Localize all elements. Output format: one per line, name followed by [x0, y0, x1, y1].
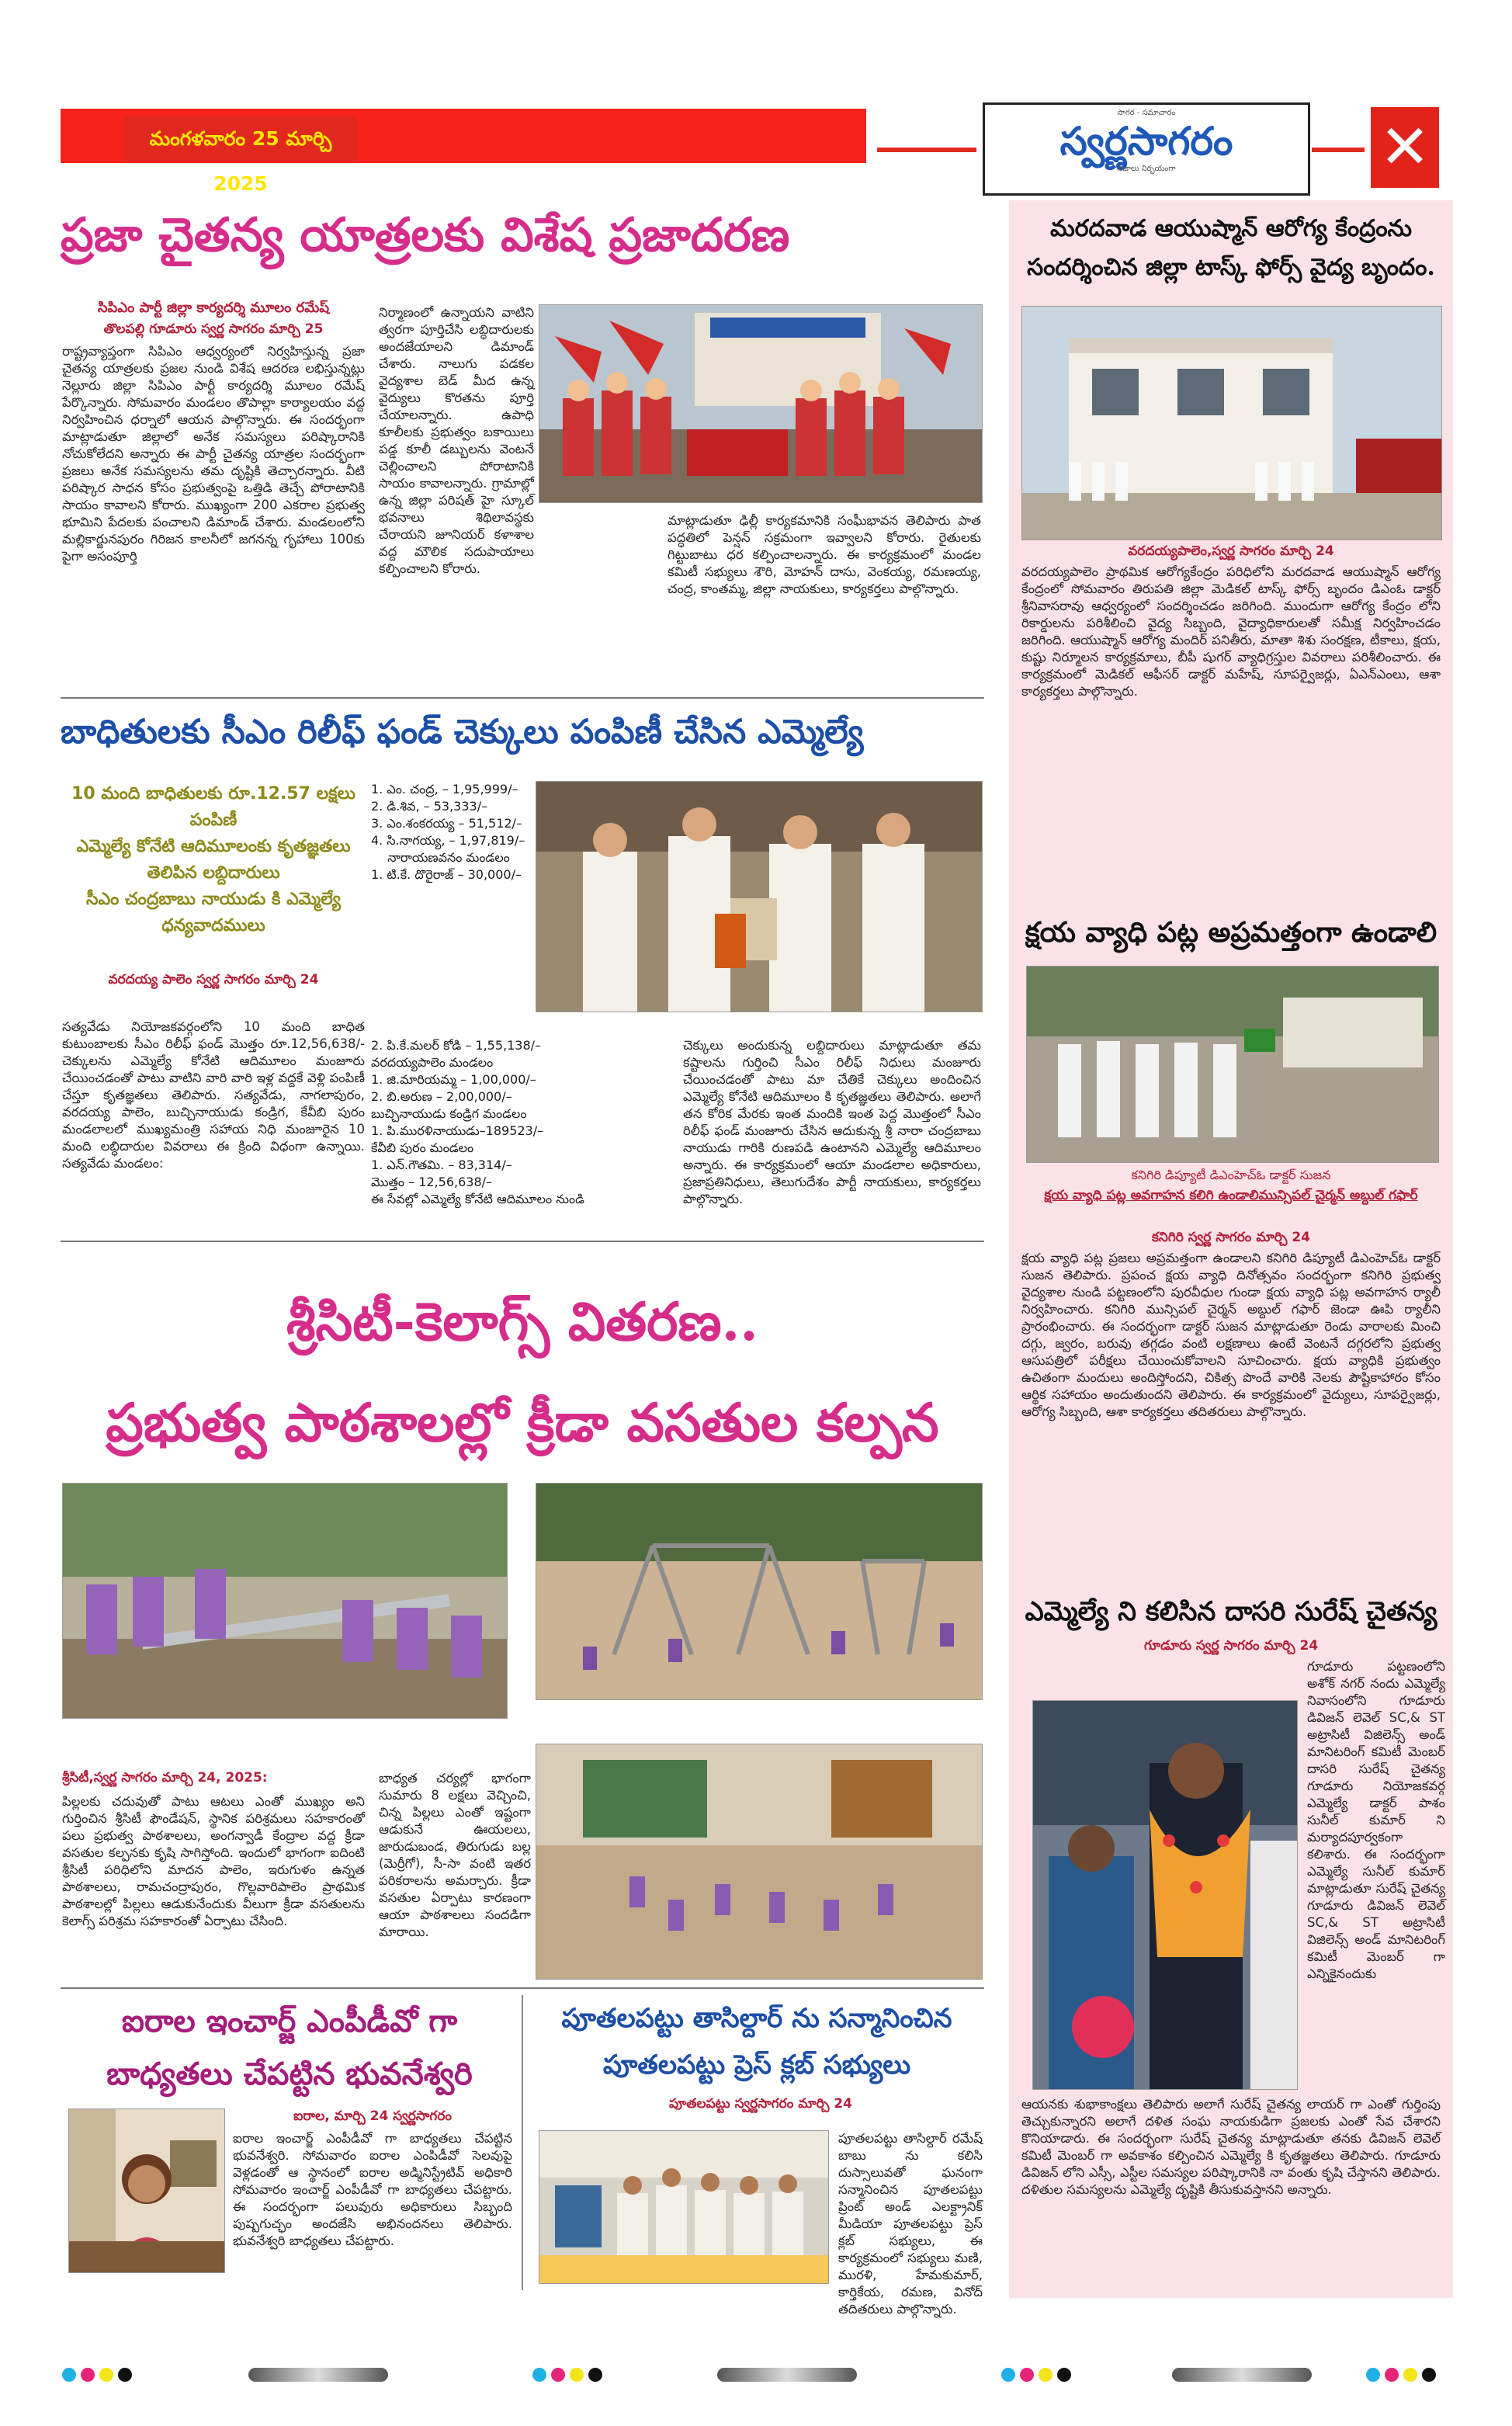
story4-body: ఐరాల ఇంచార్జ్ ఎంపీడీవో గా బాధ్యతలు చేపట్టిన భువనేశ్వరి. సోమవారం ఐరాల ఎంపిడీవో సెలవుపై వెళ్లడంతో ఆ స్థానంలో ఐరాల అడ్మినిస్ట్రేటివ్ అధికారి సోమవారం ఇంచార్జ్ ఎంపీడీవో గా బాధ్యతలు చేపట్టారు. ఈ సందర్భంగా పలువురు అధికారులు సిబ్బంది పుష్పగుచ్ఛం అందజేసి అభినందనలు తెలిపారు. భువనేశ్వరి బాధ్యతలు చేపట్టారు.	[233, 2131, 512, 2248]
section-divider	[61, 1987, 984, 1989]
story3-col2: బాధ్యత చర్యల్లో భాగంగా సుమారు 8 లక్షలు వెచ్చించి, చిన్న పిల్లలు ఎంతో ఇష్టంగా ఆడుకునే ఊయలలు, జారుడుబండ, తిరుగుడు బల్ల (మెర్రీగో), సీ-సా వంటి ఇతర పరికరాలను అమర్చారు. క్రీడా వసతుల ఏర్పాటు కారణంగా ఆయా పాఠశాలలు సందడిగా మారాయి.	[379, 1771, 531, 1939]
sidebar-story3-headline: ఎమ్మెల్యే ని కలిసిన దాసరి సురేష్ చైతన్య	[1025, 1596, 1437, 1627]
list-item: 2. బి.అరుణ – 2,00,000/–	[371, 1089, 512, 1104]
story5-headline: పూతలపట్టు తాసిల్దార్ ను సన్మానించిన పూతలపట్టు ప్రెస్ క్లబ్ సభ్యులు	[561, 2003, 952, 2081]
story2-col1: సత్యవేడు నియోజకవర్గంలోని 10 మంది బాధిత కుటుంబాలకు సీఎం రిలీఫ్ ఫండ్ మొత్తం రూ.12,56,638/- చెక్కులను ఎమ్మెల్యే కోనేటి ఆదిమూలం మంజూరు చేయించడంతో పాటు వాటిని వారి వారి ఇళ్ల వద్దకే వెళ్లి పంపిణీ చేస్తూ కృతజ్ఞతలు తెలిపారు. సత్యవేడు, నాగలాపురం, వరదయ్య పాలెం, బుచ్చినాయుడు కండ్రిగ, కేవీబి పురం మండలాలలో ముఖ్యమంత్రి సహాయ నిధి మంజూరైన 10 మంది లబ్ధిదారుల వివరాలు ఈ క్రింది విధంగా ఉన్నాయి. సత్యవేడు మండలం:	[62, 1019, 365, 1171]
sidebar-story1-photo	[1021, 306, 1442, 540]
print-color-marks	[532, 2368, 607, 2385]
sidebar-story3-byline: గూడూరు స్వర్ణ సాగరం మార్చి 24	[1143, 1638, 1319, 1654]
logo-name: స్వర్ణసాగరం	[1059, 118, 1233, 164]
story2-headline: బాధితులకు సీఎం రిలీఫ్ ఫండ్ చెక్కులు పంపిణీ చేసిన ఎమ్మెల్యే	[61, 713, 864, 751]
list-item: ఈ సేవల్లో ఎమ్మెల్యే కోనేటి ఆదిమూలం నుండి	[371, 1192, 584, 1206]
sidebar-story2-photo	[1026, 966, 1439, 1163]
list-item: 2. డి.శివ, – 53,333/–	[371, 799, 488, 814]
list-item: 4. సి.నాగయ్య, – 1,97,819/–	[371, 833, 525, 848]
story3-photo-2	[536, 1483, 983, 1700]
list-item: 3. ఎం.శంకరయ్య – 51,512/–	[371, 816, 522, 831]
print-gray-bar	[717, 2368, 857, 2385]
story1-headline: ప్రజా చైతన్య యాత్రలకు విశేష ప్రజాదరణ	[61, 208, 790, 262]
section-divider	[61, 1241, 984, 1242]
story2-byline: వరదయ్య పాలెం స్వర్ణ సాగరం మార్చి 24	[108, 972, 319, 987]
story2-highlights	[62, 781, 365, 939]
sidebar-story1-body: వరదయ్యపాలెం ప్రాథమిక ఆరోగ్యకేంద్రం పరిధిలోని మరదవాడ ఆయుష్మాన్ ఆరోగ్య కేంద్రంలో సోమవారం తిరుపతి జిల్లా మెడికల్ టాస్క్ ఫోర్స్ బృందం డిఎంఓ డాక్టర్ శ్రీనివాసరావు ఆధ్వర్యంలో సందర్శించడం జరిగింది. ముందుగా ఆరోగ్య కేంద్రం లోని రికార్డులను పరిశీలించి వైద్య సిబ్బంది, వైద్యాధికారులతో సమీక్ష నిర్వహించడం జరిగింది. ఆయుష్మాన్ ఆరోగ్య మందిర్ పనితీరు, మాతా శిశు సంరక్షణ, టీకాలు, క్షయ, కుష్టు నిర్మూలన కార్యక్రమాలు, బీపీ షుగర్ వ్యాధిగ్రస్తుల వివరాలు పరిశీలించారు. ఈ కార్యక్రమంలో మెడికల్ ఆఫీసర్ డాక్టర్ మహేష్, సూపర్వైజర్లు, ఏఎన్ఎంలు, ఆశా కార్యకర్తలు పాల్గొన్నారు.	[1021, 564, 1441, 699]
print-color-marks	[1001, 2368, 1076, 2385]
story1-subhead: సిపిఎం పార్టీ జిల్లా కార్యదర్శి మూలం రమేష్	[97, 300, 330, 316]
close-icon[interactable]: ✕	[1371, 107, 1439, 188]
list-item: వరదయ్యపాలెం మండలం	[371, 1055, 494, 1070]
story5-photo	[539, 2130, 829, 2284]
list-item: 1. ఎన్.గౌతమి. – 83,314/–	[371, 1157, 512, 1172]
story2-photo	[536, 781, 983, 1012]
story3-photo-3	[536, 1744, 983, 1980]
issue-date: మంగళవారం 25 మార్చి 2025	[124, 116, 357, 161]
sidebar-story1-byline: వరదయ్యపాలెం,స్వర్ణ సాగరం మార్చి 24	[1128, 543, 1334, 559]
story4-photo	[68, 2108, 225, 2273]
section-divider	[61, 697, 984, 699]
story3-photo-1	[62, 1483, 508, 1719]
sidebar-story2-caption: కనిగిరి డిప్యూటీ డిఎంహెచ్ఓ డాక్టర్ సుజన	[1131, 1168, 1331, 1182]
print-gray-bar	[248, 2368, 388, 2385]
story1-photo	[539, 304, 983, 503]
list-item: మొత్తం – 12,56,638/–	[371, 1175, 493, 1189]
header-rule-right	[1312, 148, 1365, 152]
print-gray-bar	[1172, 2368, 1312, 2385]
story3-headline-line1: శ్రీసిటీ-కెలాగ్స్ వితరణ..	[286, 1291, 758, 1353]
list-item: 1. పి.మురళినాయుడు–189523/–	[371, 1123, 544, 1138]
story5-body: పూతలపట్టు తాసిల్దార్ రమేష్ బాబు ను కలిసి దుస్సాలువతో ఘనంగా సన్మానించిన పూతలపట్టు ప్రింట్ అండ్ ఎలక్ట్రానిక్ మీడియా పూతలపట్టు ప్రెస్ క్లబ్ సభ్యులు, ఈ కార్యక్రమంలో సభ్యులు మణి, మురళి, హేమకుమార్, కార్తికేయ, రమణ, వినోద్ తదితరులు పాల్గొన్నారు.	[838, 2131, 983, 2317]
story2-col3: చెక్కులు అందుకున్న లబ్దిదారులు మాట్లాడుతూ తమ కష్టాలను గుర్తించి సీఎం రిలీఫ్ నిధులు మంజూరు చేయించడంతో పాటు మా చేతికే చెక్కులు అందించిన ఎమ్మెల్యే కోనేటి ఆదిమూలం కి కృతజ్ఞతలు తెలిపారు. అలాగే తన కోరిక మేరకు ఇంత మందికి ఇంత పెద్ద మొత్తంలో సీఎం రిలీఫ్ ఫండ్ మంజూరు చేసిన ఆదుకున్న శ్రీ నారా చంద్రబాబు నాయుడు గారికి రుణపడి ఉంటానని ఎమ్మెల్యే ఆదిమూలం అన్నారు. ఈ కార్యక్రమంలో ఆయా మండలాల అధికారులు, ప్రజాప్రతినిధులు, తెలుగుదేశం పార్టీ నాయకులు, కార్యకర్తలు పాల్గొన్నారు.	[683, 1038, 981, 1206]
sidebar-story2-sub: క్షయ వ్యాధి పట్ల అవగాహన కలిగి ఉండాలిమున్సిపల్ చైర్మన్ అబ్దుల్ గఫార్	[1044, 1188, 1418, 1203]
story1-col1: రాష్ట్రవ్యాప్తంగా సిపిఎం ఆధ్వర్యంలో నిర్వహిస్తున్న ప్రజా చైతన్య యాత్రలకు ప్రజల నుండి విశేష ఆదరణ లభిస్తున్నట్లు నెల్లూరు జిల్లా సిపిఎం పార్టీ కార్యదర్శి మూలం రమేష్ పేర్కొన్నారు. సోమవారం మండలం తొపాల్లా కార్యాలయం వద్ద నిర్వహించిన ధర్నాలో ఆయన పాల్గొన్నారు. ఈ సందర్భంగా మాట్లాడుతూ జిల్లాలో అనేక సమస్యలు పరిష్కారానికి నోచుకోలేదని అన్నారు ఈ పార్టీ చైతన్య యాత్రల సందర్భంగా ప్రజలు అనేక సమస్యలను తమ దృష్టికి తెచ్చారన్నారు. వీటి పరిష్కార సాధన కోసం ప్రభుత్వంపై ఒత్తిడి తెచ్చే పోరాటానికి సాయం కావాలని కోరారు. ముఖ్యంగా 200 ఎకరాల ప్రభుత్వ భూమిని పేదలకు పంచాలని డిమాండ్ చేశారు. మండలంలోని మల్లికార్జునపురం గిరిజన కాలనీలో జగనన్న గృహాలు 100కు పైగా అసంపూర్తి	[62, 344, 365, 564]
highlight-3: సీఎం చంద్రబాబు నాయుడు కి ఎమ్మెల్యే ధన్యవాదములు	[86, 890, 341, 935]
sidebar-story3-col: గూడూరు పట్టణంలోని అశోక్ నగర్ నందు ఎమ్మెల్యే నివాసంలోని గూడూరు డివిజన్ లెవెల్ SC,& ST అట్రాసిటీ విజిలెన్స్ అండ్ మానిటరింగ్ కమిటీ మెంబర్ దాసరి సురేష్ చైతన్య గూడూరు నియోజకవర్గ ఎమ్మెల్యే డాక్టర్ పాశం సునీల్ కుమార్ ని మర్యాదపూర్వకంగా కలిశారు. ఈ సందర్భంగా ఎమ్మెల్యే సునీల్ కుమార్ మాట్లాడుతూ సురేష్ చైతన్య గూడూరు డివిజన్ లెవెల్ SC,& ST అట్రాసిటీ విజిలెన్స్ అండ్ మానిటరింగ్ కమిటీ మెంబర్ గా ఎన్నికైనందుకు	[1307, 1659, 1445, 1981]
header-rule-left	[877, 148, 976, 152]
sidebar-story2-headline: క్షయ వ్యాధి పట్ల అప్రమత్తంగా ఉండాలి	[1025, 916, 1437, 949]
story3-headline	[61, 1279, 984, 1466]
story1-byline: తొలపల్లి గూడూరు స్వర్ణ సాగరం మార్చి 25	[103, 321, 324, 337]
story2-list	[371, 781, 526, 883]
story3-headline-line2: ప్రభుత్వ పాఠశాలల్లో క్రీడా వసతుల కల్పన	[106, 1392, 939, 1454]
list-item: 1. జి.మారియమ్మ – 1,00,000/–	[371, 1072, 536, 1087]
sidebar-story3-photo	[1032, 1700, 1298, 2090]
sidebar-story1-headline: మరదవాడ ఆయుష్మాన్ ఆరోగ్య కేంద్రంను సందర్శించిన జిల్లా టాస్క్ ఫోర్స్ వైద్య బృందం.	[1027, 215, 1435, 281]
list-item: నారాయణవనం మండలం	[387, 850, 510, 865]
story1-col3: మాట్లాడుతూ ఢిల్లీ కార్యకమానికి సంఘీభావన తెలిపారు పాత పద్ధతిలో పెన్షన్ సక్రమంగా ఇవ్వాలని కోరారు. రైతులకు గిట్టుబాటు ధర కల్పించాలన్నారు. ఈ కార్యక్రమంలో మండల కమిటీ సభ్యులు శౌరి, మోహన్ దాసు, వెంకయ్య, రమణయ్య, చంద్ర, కాంతమ్మ, జిల్లా నాయకులు, కార్యకర్తలు పాల్గొన్నారు.	[668, 513, 981, 596]
list-item: 1. ఎం. చంద్ర, – 1,95,999/–	[371, 782, 518, 797]
sidebar-story3-body: ఆయనకు శుభాకాంక్షలు తెలిపారు అలాగే సురేష్ చైతన్య లాయర్ గా ఎంతో గుర్తింపు తెచ్చుకున్నారని అలాగే దళిత సంఘ నాయకుడిగా ప్రజలకు ఎంతో సేవ చేశారని కొనియాడారు. ఈ సందర్భంగా సురేష్ చైతన్య మాట్లాడుతూ తనకు డివిజన్ లెవెల్ కమిటీ మెంబర్ గా అవకాశం కల్పించిన ఎమ్మెల్యే కి కృతజ్ఞతలు తెలిపారు. గూడూరు డివిజన్ లోని ఎస్సీ, ఎస్టీల సమస్యల పరిష్కారానికి నా వంతు కృషి చేస్తానని తెలిపారు. దళితుల సమస్యలను ఎమ్మెల్యే దృష్టికి తీసుకువస్తానని అన్నారు.	[1021, 2097, 1441, 2197]
logo-sub: నిజాలు నిర్భయంగా	[1117, 165, 1176, 173]
story1-col2: నిర్మాణంలో ఉన్నాయని వాటిని త్వరగా పూర్తిచేసి లబ్ధిదారులకు అందజేయాలని డిమాండ్ చేశారు. నాలుగు పడకల వైద్యశాల బెడ్ మీద ఉన్న వైద్యులు కొరతను పూర్తి చేయాలన్నారు. ఉపాధి కూలీలకు ప్రభుత్వం బకాయిలు పడ్డ కూలీ డబ్బులను వెంటనే చెల్లించాలని పోరాటానికి సాయం కావాలన్నారు. గ్రామాల్లో ఉన్న జిల్లా పరిషత్ హై స్కూల్ భవనాలు శిథిలావస్థకు చేరాయని జూనియర్ కళాశాల వద్ద మౌలిక సదుపాయాలు కల్పించాలని కోరారు.	[379, 305, 534, 576]
story2-list-cont	[371, 1037, 666, 1208]
column-divider	[522, 1995, 523, 2290]
list-item: బుచ్చినాయుడు కండ్రిగ మండలం	[371, 1106, 527, 1121]
print-color-marks	[1366, 2368, 1441, 2385]
list-item: 2. పి.కే.మలర్ కోడి – 1,55,138/–	[371, 1038, 542, 1053]
list-item: 1. టి.కే. దొరైరాజ్ – 30,000/–	[371, 867, 522, 882]
story3-byline: శ్రీసిటీ,స్వర్ణ సాగరం మార్చి 24, 2025:	[62, 1770, 268, 1786]
story5-byline: పూతలపట్టు స్వర్ణసాగరం మార్చి 24	[669, 2096, 852, 2112]
masthead-logo[interactable]	[983, 102, 1310, 196]
logo-tagline: సాగర - సమాచారం	[1117, 109, 1176, 117]
story4-byline: ఐరాల, మార్చి 24 స్వర్ణసాగరం	[293, 2108, 453, 2124]
highlight-2: ఎమ్మెల్యే కోనేటి ఆదిమూలంకు కృతజ్ఞతలు తెలిపిన లబ్దిదారులు	[76, 837, 351, 883]
sidebar-story2-body: క్షయ వ్యాధి పట్ల ప్రజలు అప్రమత్తంగా ఉండాలని కనిగిరి డిప్యూటీ డిఎంహెచ్ఓ డాక్టర్ సుజన తెలిపారు. ప్రపంచ క్షయ వ్యాధి దినోత్సవం సందర్భంగా కనిగిరి ప్రభుత్వ వైద్యశాల నుండి పట్టణంలోని పురవీధుల గుండా క్షయ వ్యాధి పట్ల అవగాహన ర్యాలీ నిర్వహించారు. కనిగిరి మున్సిపల్ చైర్మన్ అబ్దుల్ గఫార్ జెండా ఊపి ర్యాలీని ప్రారంభించారు. ఈ సందర్భంగా డాక్టర్ సుజన మాట్లాడుతూ రెండు వారాలకు మించి దగ్గు, జ్వరం, బరువు తగ్గడం వంటి లక్షణాలు ఉంటే వెంటనే దగ్గరలోని ప్రభుత్వ ఆసుపత్రిలో పరీక్షలు చేయించుకోవాలని సూచించారు. క్షయ వ్యాధికి ప్రభుత్వం ఉచితంగా మందులు అందిస్తోందని, చికిత్స పొందే వారికి నెలకు పౌష్టికాహారం కోసం ఆర్థిక సహాయం అందుతుందని తెలిపారు. ఈ కార్యక్రమంలో వైద్యులు, సూపర్వైజర్లు, ఆరోగ్య సిబ్బంది, ఆశా కార్యకర్తలు తదితరులు పాల్గొన్నారు.	[1021, 1251, 1441, 1419]
sidebar-story2-byline: కనిగిరి స్వర్ణ సాగరం మార్చి 24	[1152, 1230, 1310, 1245]
story4-headline: ఐరాల ఇంచార్జ్ ఎంపీడీవో గా బాధ్యతలు చేపట్టిన భువనేశ్వరి	[106, 2003, 473, 2092]
story3-col1: పిల్లలకు చదువుతో పాటు ఆటలు ఎంతో ముఖ్యం అని గుర్తించిన శ్రీసిటీ ఫౌండేషన్, స్థానిక పరిశ్రమలు సహకారంతో పలు ప్రభుత్వ పాఠశాలలు, అంగన్వాడీ కేంద్రాల వద్ద క్రీడా వసతుల కల్పనకు కృషి సాగిస్తోంది. ఇందులో భాగంగా ఐదింటి శ్రీసిటీ పరిధిలోని మాదన పాలెం, ఇరుగుళం ఉన్నత పాఠశాలలు, రామచంద్రాపురం, గొల్లవారిపాలెం ప్రాథమిక పాఠశాలల్లో పిల్లలు ఆడుకునేందుకు వీలుగా క్రీడా వసతులను కెలాగ్స్ పరిశ్రమ సహకారంతో ఏర్పాటు చేసింది.	[62, 1794, 365, 1928]
print-color-marks	[62, 2368, 137, 2385]
list-item: కేవీబి పురం మండలం	[371, 1140, 474, 1155]
highlight-1: 10 మంది బాధితులకు రూ.12.57 లక్షలు పంపిణీ	[71, 784, 355, 830]
